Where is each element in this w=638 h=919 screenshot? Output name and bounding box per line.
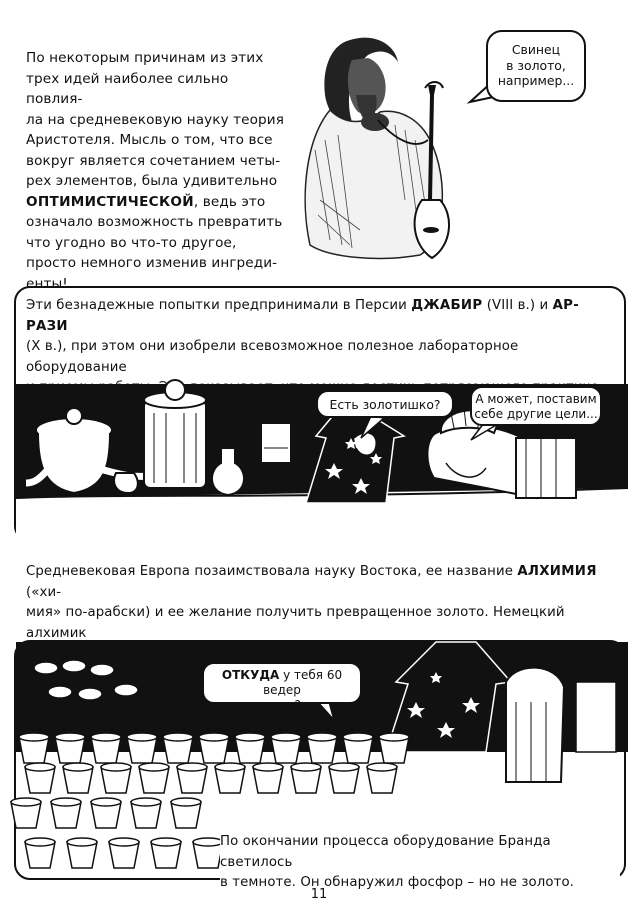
speech-bubble-lead-to-gold: Свинец в золото, например... bbox=[486, 30, 586, 102]
bucket-rim bbox=[91, 733, 121, 741]
alchemy-word: АЛХИМИЯ bbox=[517, 564, 597, 579]
bucket-rim bbox=[199, 733, 229, 741]
bucket-rim bbox=[25, 763, 55, 771]
bucket-rim bbox=[271, 733, 301, 741]
bucket-rim bbox=[291, 763, 321, 771]
bucket-rim bbox=[379, 733, 409, 741]
bucket-rim bbox=[127, 733, 157, 741]
intro-text: По некоторым причинам из этих трех идей наиболее сильно повлия- ла на средневековую науку теория Аристотеля. Мысль о том, что все вокруг является сочетанием четы- рех элементов, была удивительно ОПТИМИСТИЧЕСКОЙ, ведь это означало возможность превратить что угодно во что-то другое, просто немного изменив ингреди- енты! bbox=[26, 50, 284, 292]
bucket-rim bbox=[235, 733, 265, 741]
speech-bubble-other-goals: А может, поставим себе другие цели... bbox=[470, 386, 602, 426]
panel2-caption: По окончании процесса оборудование Бранда светилось в темноте. Он обнаружил фосфор – но не золото. bbox=[220, 832, 620, 894]
bucket-rim bbox=[177, 763, 207, 771]
bucket-rim bbox=[101, 763, 131, 771]
bucket-rim bbox=[139, 763, 169, 771]
panel1-caption: Эти безнадежные попытки предпринимали в Персии ДЖАБИР (VIII в.) и АР-РАЗИ (X в.), при этом они изобрели всевозможное полезное лабораторное оборудование bbox=[26, 298, 580, 375]
bucket-rim bbox=[193, 838, 223, 846]
bucket-rim bbox=[329, 763, 359, 771]
bucket-rim bbox=[19, 733, 49, 741]
bucket-rim bbox=[163, 733, 193, 741]
bucket-rim bbox=[253, 763, 283, 771]
comic-panel-persian-alchemists bbox=[14, 286, 626, 542]
bucket-rim bbox=[63, 763, 93, 771]
bucket-rim bbox=[25, 838, 55, 846]
bucket-rim bbox=[215, 763, 245, 771]
page-number: 11 bbox=[310, 887, 328, 902]
bucket-rim bbox=[343, 733, 373, 741]
bucket-rim bbox=[11, 798, 41, 806]
optimistic-word: ОПТИМИСТИЧЕСКОЙ bbox=[26, 193, 194, 210]
speech-bubble-where-from: ОТКУДА у тебя 60 ведер мочи? bbox=[202, 662, 362, 704]
bucket-rim bbox=[367, 763, 397, 771]
bucket-rim bbox=[109, 838, 139, 846]
middle-text: Средневековая Европа позаимствовала науку Востока, ее название АЛХИМИЯ («хи- мия» по-арабски) и ее желание получить превращенное золото. Немецкий алхимик bbox=[26, 562, 626, 665]
bucket-rim bbox=[51, 798, 81, 806]
bucket-rim bbox=[171, 798, 201, 806]
bucket-rim bbox=[91, 798, 121, 806]
speech-bubble-any-gold: Есть золотишко? bbox=[316, 390, 454, 418]
bucket-rim bbox=[307, 733, 337, 741]
bucket-rim bbox=[55, 733, 85, 741]
bucket-rim bbox=[67, 838, 97, 846]
bucket-rim bbox=[131, 798, 161, 806]
bucket-rim bbox=[151, 838, 181, 846]
comic-panel-hennig-brand bbox=[14, 640, 626, 890]
